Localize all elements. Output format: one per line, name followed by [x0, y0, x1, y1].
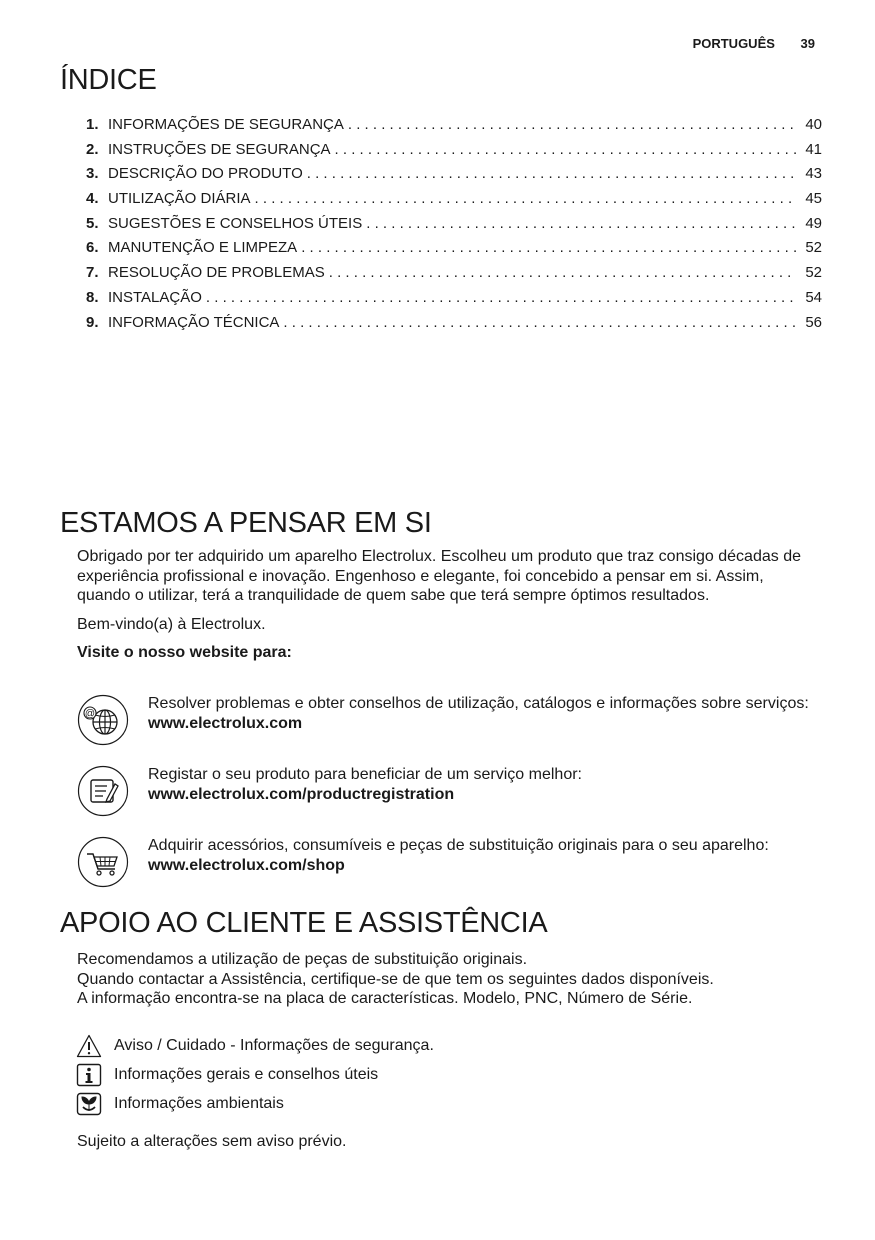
website-item-description: Adquirir acessórios, consumíveis e peças de substituição originais para o seu aparelho:	[148, 837, 769, 854]
registration-form-icon	[77, 765, 129, 817]
visit-heading: Visite o nosso website para:	[77, 644, 292, 661]
environment-leaf-icon	[76, 1092, 102, 1116]
toc-item-page: 43	[805, 165, 822, 183]
toc-item-label: INSTALAÇÃO	[108, 288, 202, 306]
toc-item[interactable]	[86, 261, 822, 286]
page-number: 39	[800, 36, 815, 51]
website-item-description: Resolver problemas e obter conselhos de utilização, catálogos e informações sobre serviços:	[148, 695, 809, 712]
website-link[interactable]: www.electrolux.com	[148, 714, 303, 732]
shopping-cart-icon	[77, 836, 129, 888]
toc-item-label: DESCRIÇÃO DO PRODUTO	[108, 165, 303, 183]
toc-item-number: 6.	[86, 239, 99, 257]
toc-item-page: 52	[805, 264, 822, 282]
toc-item-label: RESOLUÇÃO DE PROBLEMAS	[108, 264, 325, 282]
toc-leader-dots	[348, 113, 796, 138]
legend-text: Informações ambientais	[114, 1095, 284, 1112]
toc-item-number: 1.	[86, 116, 99, 133]
toc-item-page: 54	[805, 288, 822, 306]
toc-item[interactable]	[86, 113, 822, 138]
legend-item-environment	[76, 1092, 284, 1116]
toc-item-label: UTILIZAÇÃO DIÁRIA	[108, 190, 251, 208]
section-title-thinking: ESTAMOS A PENSAR EM SI	[60, 507, 432, 539]
toc-item-page: 40	[805, 116, 822, 133]
toc-leader-dots	[255, 187, 796, 212]
toc-item-number: 7.	[86, 264, 99, 282]
toc-item[interactable]	[86, 311, 822, 336]
toc-item-label: INFORMAÇÃO TÉCNICA	[108, 313, 280, 331]
intro-text	[77, 547, 817, 672]
website-item-text	[148, 836, 816, 875]
toc-item-number: 3.	[86, 165, 99, 183]
footer-note: Sujeito a alterações sem aviso prévio.	[77, 1133, 347, 1150]
toc-item-page: 52	[805, 239, 822, 257]
website-link[interactable]: www.electrolux.com/shop	[148, 856, 345, 874]
svg-text:@: @	[84, 708, 96, 720]
toc-leader-dots	[307, 162, 796, 187]
toc-item-page: 49	[805, 214, 822, 232]
welcome-text: Bem-vindo(a) à Electrolux.	[77, 615, 266, 633]
website-item-text	[148, 765, 816, 804]
toc-item-number: 8.	[86, 288, 99, 306]
page-header	[693, 36, 815, 51]
toc-item-page: 41	[805, 140, 822, 158]
legend-item-info	[76, 1063, 378, 1087]
support-text	[77, 950, 817, 1009]
table-of-contents	[86, 113, 822, 335]
toc-item-page: 56	[805, 313, 822, 331]
toc-item-number: 4.	[86, 190, 99, 208]
toc-leader-dots	[366, 212, 796, 237]
toc-item-label: SUGESTÕES E CONSELHOS ÚTEIS	[108, 214, 363, 232]
toc-item-label: INFORMAÇÕES DE SEGURANÇA	[108, 116, 344, 133]
website-item-text	[148, 694, 816, 733]
intro-paragraph: Obrigado por ter adquirido um aparelho Electrolux. Escolheu um produto que traz consigo décadas de experiência profissional e inovação. Engenhoso e elegante, foi concebido a pensar em si. Assim, quando o utilizar, terá a tranquilidade de quem sabe que terá sempre óptimos resultados.	[77, 548, 801, 604]
toc-item[interactable]	[86, 212, 822, 237]
website-link[interactable]: www.electrolux.com/productregistration	[148, 785, 455, 803]
support-line: Quando contactar a Assistência, certifique-se de que tem os seguintes dados disponíveis.	[77, 970, 714, 988]
toc-item[interactable]	[86, 138, 822, 163]
toc-title: ÍNDICE	[60, 64, 157, 96]
toc-item[interactable]	[86, 236, 822, 261]
toc-item[interactable]	[86, 286, 822, 311]
toc-leader-dots	[283, 311, 796, 336]
legend-text: Informações gerais e conselhos úteis	[114, 1066, 379, 1083]
legend-text: Aviso / Cuidado - Informações de segurança.	[114, 1037, 434, 1054]
globe-at-icon	[77, 694, 129, 746]
toc-item-label: MANUTENÇÃO E LIMPEZA	[108, 239, 298, 257]
toc-item[interactable]	[86, 162, 822, 187]
toc-item-page: 45	[805, 190, 822, 208]
legend-item-warning	[76, 1034, 434, 1058]
language-label: PORTUGUÊS	[692, 36, 775, 51]
toc-item-number: 2.	[86, 140, 99, 158]
toc-item-number: 9.	[86, 313, 99, 331]
support-line: A informação encontra-se na placa de características. Modelo, PNC, Número de Série.	[77, 990, 693, 1007]
info-icon	[76, 1063, 102, 1087]
website-item-description: Registar o seu produto para beneficiar de um serviço melhor:	[148, 766, 582, 783]
toc-item-label: INSTRUÇÕES DE SEGURANÇA	[108, 140, 331, 158]
toc-item[interactable]	[86, 187, 822, 212]
support-line: Recomendamos a utilização de peças de substituição originais.	[77, 951, 528, 968]
toc-leader-dots	[206, 286, 796, 311]
toc-leader-dots	[301, 236, 796, 261]
toc-item-number: 5.	[86, 214, 99, 232]
warning-triangle-icon	[76, 1034, 102, 1058]
section-title-support: APOIO AO CLIENTE E ASSISTÊNCIA	[60, 907, 548, 939]
toc-leader-dots	[335, 138, 796, 163]
toc-leader-dots	[329, 261, 796, 286]
